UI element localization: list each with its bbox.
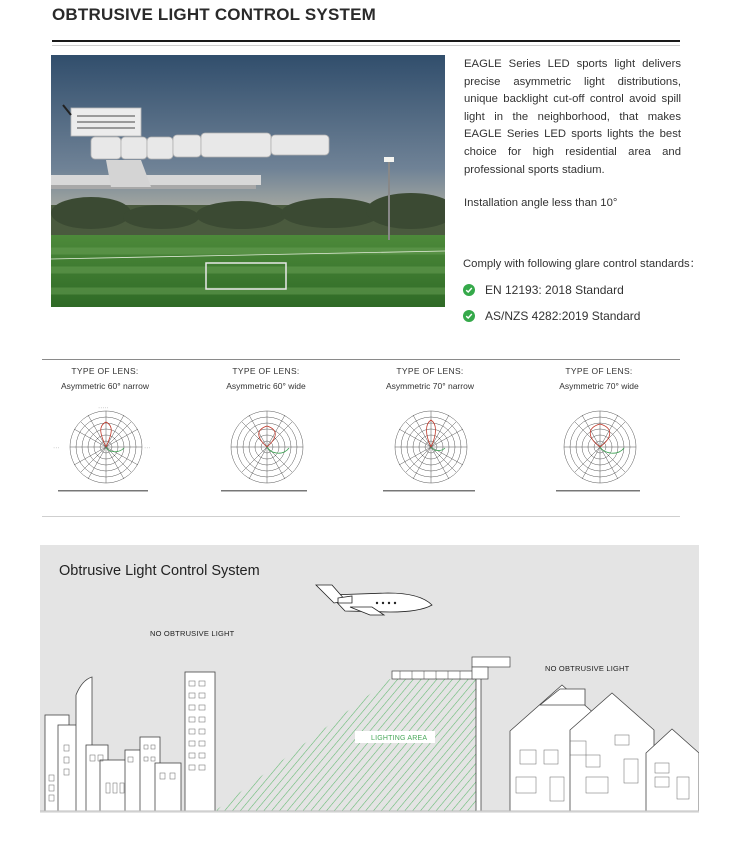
polar-diagram-icon — [209, 404, 325, 496]
lighting-area-label: LIGHTING AREA — [371, 735, 428, 742]
standard-item — [463, 309, 640, 323]
lens-name: Asymmetric 70° narrow — [386, 381, 474, 391]
lens-type-label: TYPE OF LENS: — [565, 366, 633, 376]
no-obtrusive-light-left-label: NO OBTRUSIVE LIGHT — [150, 629, 235, 638]
installation-note: Installation angle less than 10° — [464, 197, 618, 209]
standard-item — [463, 283, 624, 297]
title-divider — [52, 40, 680, 42]
polar-diagram-icon — [542, 404, 658, 496]
lens-card — [30, 366, 180, 451]
lens-card — [191, 366, 341, 391]
no-obtrusive-light-right-label: NO OBTRUSIVE LIGHT — [545, 664, 630, 673]
page-title: OBTRUSIVE LIGHT CONTROL SYSTEM — [52, 5, 376, 24]
lens-type-label: TYPE OF LENS: — [396, 366, 464, 376]
lens-name: Asymmetric 60° wide — [226, 381, 306, 391]
city-scene-illustration — [40, 545, 699, 813]
lens-type-label: TYPE OF LENS: — [232, 366, 300, 376]
standard-label: EN 12193: 2018 Standard — [485, 283, 624, 297]
polar-diagram-icon — [48, 404, 164, 496]
stadium-light-photo — [51, 55, 445, 307]
title-divider-thin — [52, 45, 680, 46]
obtrusive-light-diagram — [40, 545, 699, 813]
svg-text:·····: ····· — [98, 407, 109, 411]
check-icon — [463, 284, 475, 296]
lens-section-bottom-divider — [42, 516, 680, 517]
svg-text:···: ··· — [144, 447, 151, 451]
standard-label: AS/NZS 4282:2019 Standard — [485, 309, 641, 323]
diagram-title: Obtrusive Light Control System — [59, 563, 260, 579]
comply-heading: Comply with following glare control standards： — [463, 258, 701, 270]
lens-card — [355, 366, 505, 391]
polar-diagram-icon — [373, 404, 489, 496]
svg-text:···: ··· — [53, 447, 60, 451]
lens-name: Asymmetric 60° narrow — [61, 381, 149, 391]
lens-name: Asymmetric 70° wide — [559, 381, 639, 391]
lens-section-divider — [42, 359, 680, 360]
product-description: EAGLE Series LED sports light delivers precise asymmetric light distributions, unique backlight cut-off control avoid spill light in the neighborhood, that makes EAGLE Series LED sports lights the best choice for high residential area and professional sports stadium. — [464, 58, 681, 176]
lens-card — [524, 366, 674, 391]
lens-type-label: TYPE OF LENS: — [71, 366, 139, 376]
check-icon — [463, 310, 475, 322]
